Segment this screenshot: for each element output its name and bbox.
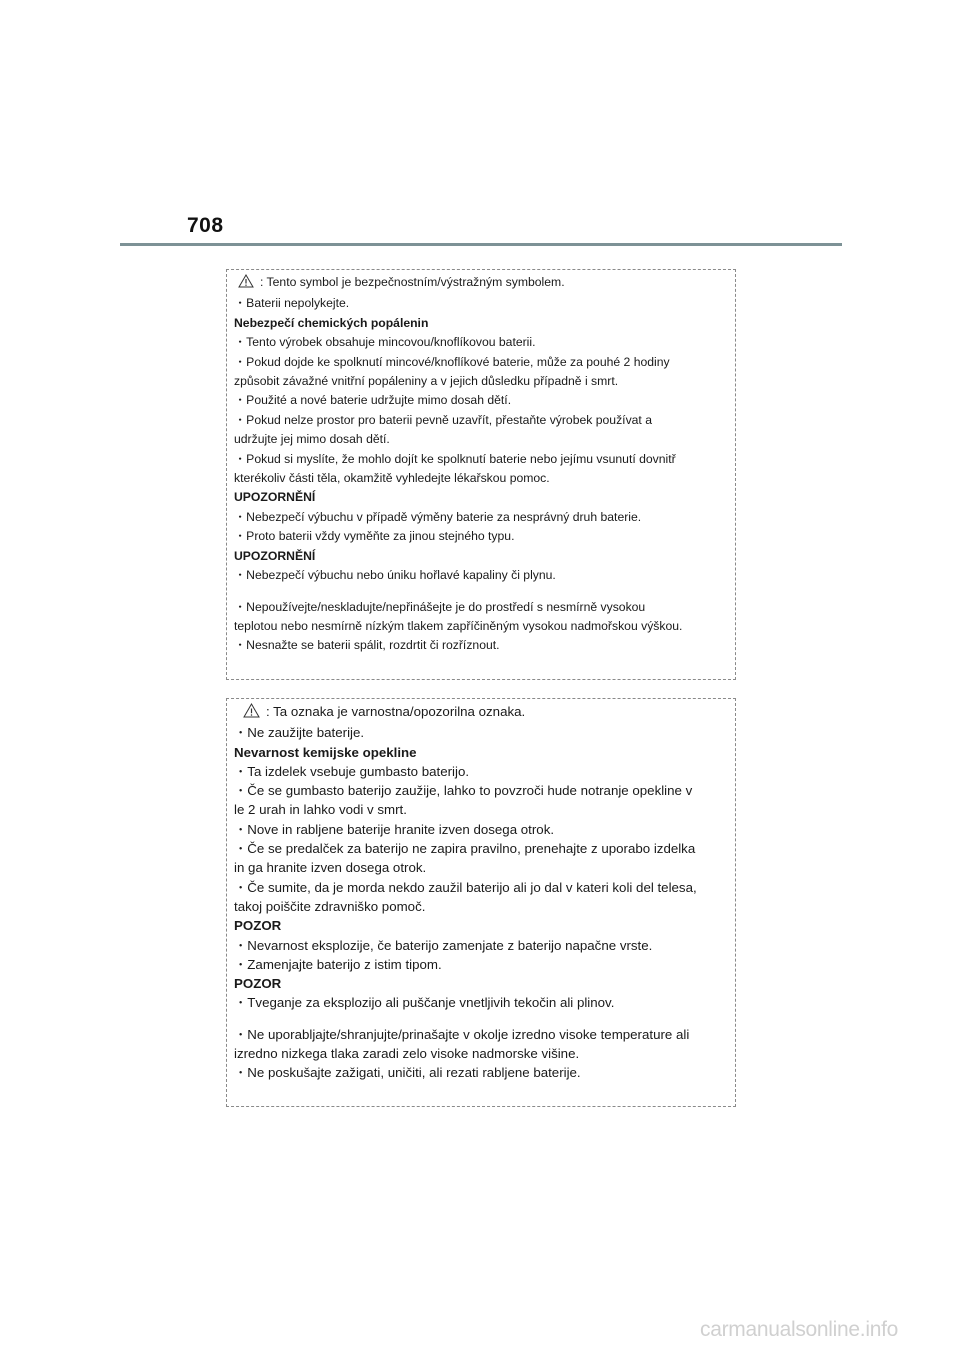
text-line: ・Proto baterii vždy vyměňte za jinou stejného typu.: [234, 529, 515, 544]
page-number: 708: [187, 214, 224, 237]
section-heading: UPOZORNĚNÍ: [234, 490, 316, 505]
text-line: le 2 urah in lahko vodi v smrt.: [234, 802, 407, 818]
text-line: ・Nesnažte se baterii spálit, rozdrtit či rozříznout.: [234, 638, 500, 653]
text-line: teplotou nebo nesmírně nízkým tlakem zapříčiněným vysokou nadmořskou výškou.: [234, 618, 683, 633]
symbol-description: : Ta oznaka je varnostna/opozorilna oznaka.: [266, 704, 526, 719]
section-heading: Nebezpečí chemických popálenin: [234, 315, 429, 330]
text-line: in ga hranite izven dosega otrok.: [234, 860, 427, 876]
text-line: ・Nebezpečí výbuchu v případě výměny baterie za nesprávný druh baterie.: [234, 509, 642, 524]
text-line: udržujte jej mimo dosah dětí.: [234, 432, 390, 447]
watermark: carmanualsonline.info: [700, 1318, 898, 1341]
text-line: ・Nevarnost eksplozije, če baterijo zamenjate z baterijo napačne vrste.: [234, 937, 653, 953]
text-line: ・Použité a nové baterie udržujte mimo dosah dětí.: [234, 393, 512, 408]
warning-box-czech: [226, 269, 736, 680]
text-line: ・Baterii nepolykejte.: [234, 296, 350, 311]
text-line: ・Če sumite, da je morda nekdo zaužil baterijo ali jo dal v kateri koli del telesa,: [234, 879, 697, 895]
text-line: ・Tento výrobek obsahuje mincovou/knoflíkovou baterii.: [234, 335, 536, 350]
text-line: ・Ne zaužijte baterije.: [234, 725, 365, 741]
warning-box-slovenian: [226, 698, 736, 1107]
section-heading: POZOR: [234, 918, 282, 934]
text-line: ・Nebezpečí výbuchu nebo úniku hořlavé kapaliny či plynu.: [234, 568, 556, 583]
section-heading: Nevarnost kemijske opekline: [234, 744, 417, 760]
text-line: ・Nove in rabljene baterije hranite izven dosega otrok.: [234, 821, 555, 837]
text-line: ・Pokud dojde ke spolknutí mincové/knoflíkové baterie, může za pouhé 2 hodiny: [234, 354, 670, 369]
symbol-line: [234, 273, 729, 294]
section-heading: POZOR: [234, 976, 282, 992]
text-line: ・Če se predalček za baterijo ne zapira pravilno, prenehajte z uporabo izdelka: [234, 841, 696, 857]
text-line: ・Nepoužívejte/neskladujte/nepřinášejte je do prostředí s nesmírně vysokou: [234, 599, 646, 614]
text-line: izredno nizkega tlaka zaradi zelo visoke nadmorske višine.: [234, 1046, 580, 1062]
warning-text-lines: [234, 723, 729, 1082]
text-line: ・Pokud nelze prostor pro baterii pevně uzavřít, přestaňte výrobek používat a: [234, 412, 652, 427]
text-line: takoj poiščite zdravniško pomoč.: [234, 898, 426, 914]
text-line: ・Ta izdelek vsebuje gumbasto baterijo.: [234, 763, 470, 779]
symbol-description: : Tento symbol je bezpečnostním/výstražným symbolem.: [260, 275, 565, 289]
warning-triangle-icon: [243, 703, 260, 723]
text-line: ・Ne uporabljajte/shranjujte/prinašajte v okolje izredno visoke temperature ali: [234, 1026, 690, 1042]
warning-text-lines: [234, 294, 729, 655]
text-line: ・Ne poskušajte zažigati, uničiti, ali rezati rabljene baterije.: [234, 1065, 581, 1081]
header-rule: [120, 243, 842, 246]
symbol-line: [234, 702, 729, 723]
text-line: kterékoliv části těla, okamžitě vyhledejte lékařskou pomoc.: [234, 471, 550, 486]
text-line: ・Pokud si myslíte, že mohlo dojít ke spolknutí baterie nebo jejímu vsunutí dovnitř: [234, 451, 676, 466]
text-line: způsobit závažné vnitřní popáleniny a v jejich důsledku případně i smrt.: [234, 374, 619, 389]
text-line: ・Če se gumbasto baterijo zaužije, lahko to povzroči hude notranje opekline v: [234, 783, 693, 799]
section-heading: UPOZORNĚNÍ: [234, 548, 316, 563]
text-line: ・Zamenjajte baterijo z istim tipom.: [234, 956, 442, 972]
text-line: ・Tveganje za eksplozijo ali puščanje vnetljivih tekočin ali plinov.: [234, 995, 615, 1011]
warning-triangle-icon: [238, 274, 254, 294]
